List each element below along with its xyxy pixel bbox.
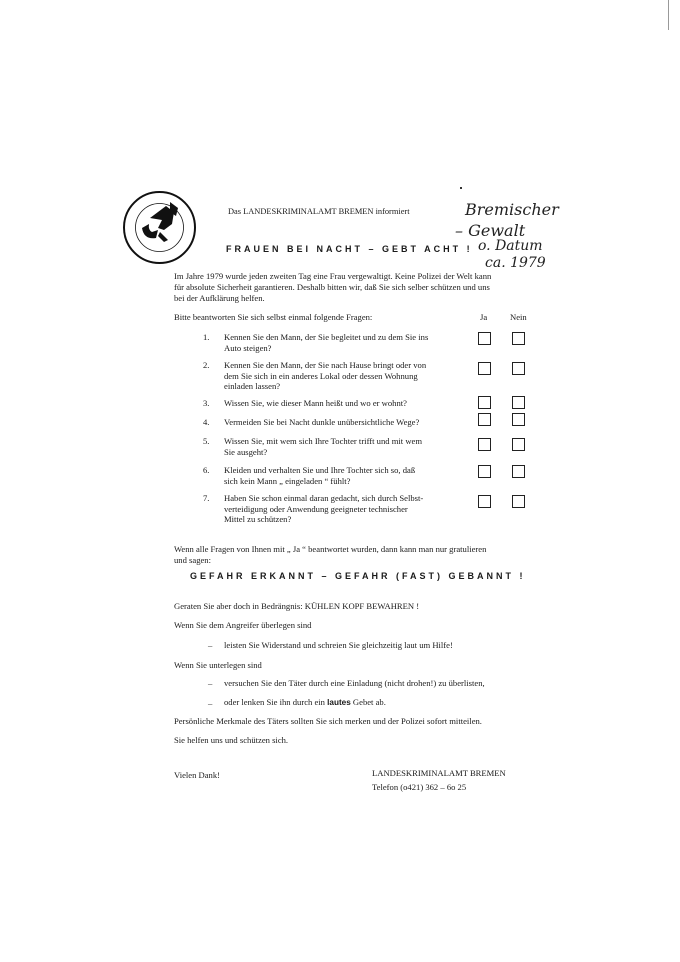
- question-line: Wissen Sie, mit wem sich Ihre Tochter trifft und mit wem: [224, 436, 423, 446]
- intro-line-3: bei der Aufklärung helfen.: [174, 293, 265, 303]
- question-line: Auto steigen?: [224, 342, 272, 353]
- footer-phone: Telefon (o421) 362 – 6o 25: [372, 782, 467, 792]
- question-text: [224, 465, 415, 486]
- question-text: [224, 417, 419, 428]
- list-dash: –: [208, 678, 213, 688]
- checkbox-ja[interactable]: [478, 362, 491, 375]
- column-nein: Nein: [510, 312, 527, 322]
- question-line: Mittel zu schützen?: [224, 514, 292, 525]
- question-text: [224, 360, 426, 392]
- unterlegen-item-1: versuchen Sie den Täter durch eine Einladung (nicht drohen!) zu überlisten,: [224, 678, 485, 688]
- unterlegen-text: Wenn Sie unterlegen sind: [174, 660, 262, 670]
- unterlegen-item-2a: oder lenken Sie ihn durch ein: [224, 697, 328, 707]
- handwritten-note-1: Bremischer: [465, 200, 559, 219]
- unterlegen-item-2c: Gebet ab.: [350, 697, 386, 707]
- list-dash: –: [208, 640, 213, 650]
- handwritten-note-4: ca. 1979: [485, 255, 546, 271]
- ueberlegen-item: leisten Sie Widerstand und schreien Sie gleichzeitig laut um Hilfe!: [224, 640, 453, 650]
- header-informiert: Das LANDESKRIMINALAMT BREMEN informiert: [228, 207, 410, 216]
- question-number: 6.: [203, 465, 210, 475]
- checkbox-nein[interactable]: [512, 438, 525, 451]
- question-text: [224, 493, 423, 525]
- police-logo: [122, 190, 197, 265]
- checkbox-nein[interactable]: [512, 362, 525, 375]
- unterlegen-item-2-bold: lautes: [327, 698, 351, 707]
- question-number: 2.: [203, 360, 210, 370]
- column-ja: Ja: [480, 312, 488, 322]
- merkmale-text: Persönliche Merkmale des Täters sollten Sie sich merken und der Polizei sofort mitteilen.: [174, 716, 482, 726]
- intro-line-1: Im Jahre 1979 wurde jeden zweiten Tag eine Frau vergewaltigt. Keine Polizei der Welt kann: [174, 271, 492, 281]
- checkbox-ja[interactable]: [478, 438, 491, 451]
- ueberlegen-text: Wenn Sie dem Angreifer überlegen sind: [174, 620, 312, 630]
- question-number: 5.: [203, 436, 210, 446]
- checkbox-nein[interactable]: [512, 396, 525, 409]
- question-number: 1.: [203, 332, 210, 342]
- question-line: verteidigung oder Anwendung geeigneter technischer: [224, 503, 408, 514]
- question-line: dem Sie sich in ein anderes Lokal oder dessen Wohnung: [224, 370, 418, 381]
- handwritten-note-2: – Gewalt: [455, 221, 526, 240]
- question-line: Kennen Sie den Mann, der Sie nach Hause bringt oder von: [224, 360, 427, 370]
- checkbox-nein[interactable]: [512, 413, 525, 426]
- checkbox-ja[interactable]: [478, 332, 491, 345]
- checkbox-ja[interactable]: [478, 413, 491, 426]
- list-dash: –: [208, 698, 213, 708]
- questions-intro: Bitte beantworten Sie sich selbst einmal folgende Fragen:: [174, 312, 373, 322]
- checkbox-ja[interactable]: [478, 396, 491, 409]
- checkbox-ja[interactable]: [478, 495, 491, 508]
- checkbox-nein[interactable]: [512, 495, 525, 508]
- checkbox-nein[interactable]: [512, 465, 525, 478]
- scan-mark: [668, 0, 669, 30]
- question-line: Wissen Sie, wie dieser Mann heißt und wo er wohnt?: [224, 398, 407, 408]
- unterlegen-item-2: [224, 697, 386, 709]
- handwritten-note-3: o. Datum: [478, 238, 543, 254]
- question-number: 3.: [203, 398, 210, 408]
- conclusion-line-2: und sagen:: [174, 555, 211, 565]
- question-text: [224, 398, 407, 409]
- question-line: Kleiden und verhalten Sie und Ihre Tochter sich so, daß: [224, 465, 416, 475]
- helfen-text: Sie helfen uns und schützen sich.: [174, 735, 289, 745]
- scan-dot: [460, 187, 462, 189]
- checkbox-ja[interactable]: [478, 465, 491, 478]
- question-line: Haben Sie schon einmal daran gedacht, sich durch Selbst-: [224, 493, 424, 503]
- checkbox-nein[interactable]: [512, 332, 525, 345]
- footer-org: LANDESKRIMINALAMT BREMEN: [372, 768, 506, 778]
- question-number: 4.: [203, 417, 210, 427]
- question-line: sich kein Mann „ eingeladen “ fühlt?: [224, 475, 351, 486]
- question-line: Kennen Sie den Mann, der Sie begleitet und zu dem Sie ins: [224, 332, 429, 342]
- question-text: [224, 436, 422, 457]
- bedraengnis-text: Geraten Sie aber doch in Bedrängnis: KÜHLEN KOPF BEWAHREN !: [174, 601, 420, 611]
- question-number: 7.: [203, 493, 210, 503]
- question-text: [224, 332, 428, 353]
- gefahr-slogan: GEFAHR ERKANNT – GEFAHR (FAST) GEBANNT !: [190, 571, 526, 581]
- danke-text: Vielen Dank!: [174, 770, 221, 780]
- question-line: Sie ausgeht?: [224, 446, 268, 457]
- conclusion-line-1: Wenn alle Fragen von Ihnen mit „ Ja “ beantwortet wurden, dann kann man nur gratulieren: [174, 544, 487, 554]
- header-slogan: FRAUEN BEI NACHT – GEBT ACHT !: [226, 244, 473, 254]
- intro-line-2: für absolute Sicherheit garantieren. Deshalb bitten wir, daß Sie sich selber schützen und uns: [174, 282, 490, 292]
- question-line: einladen lassen?: [224, 381, 281, 392]
- question-line: Vermeiden Sie bei Nacht dunkle unübersichtliche Wege?: [224, 417, 420, 427]
